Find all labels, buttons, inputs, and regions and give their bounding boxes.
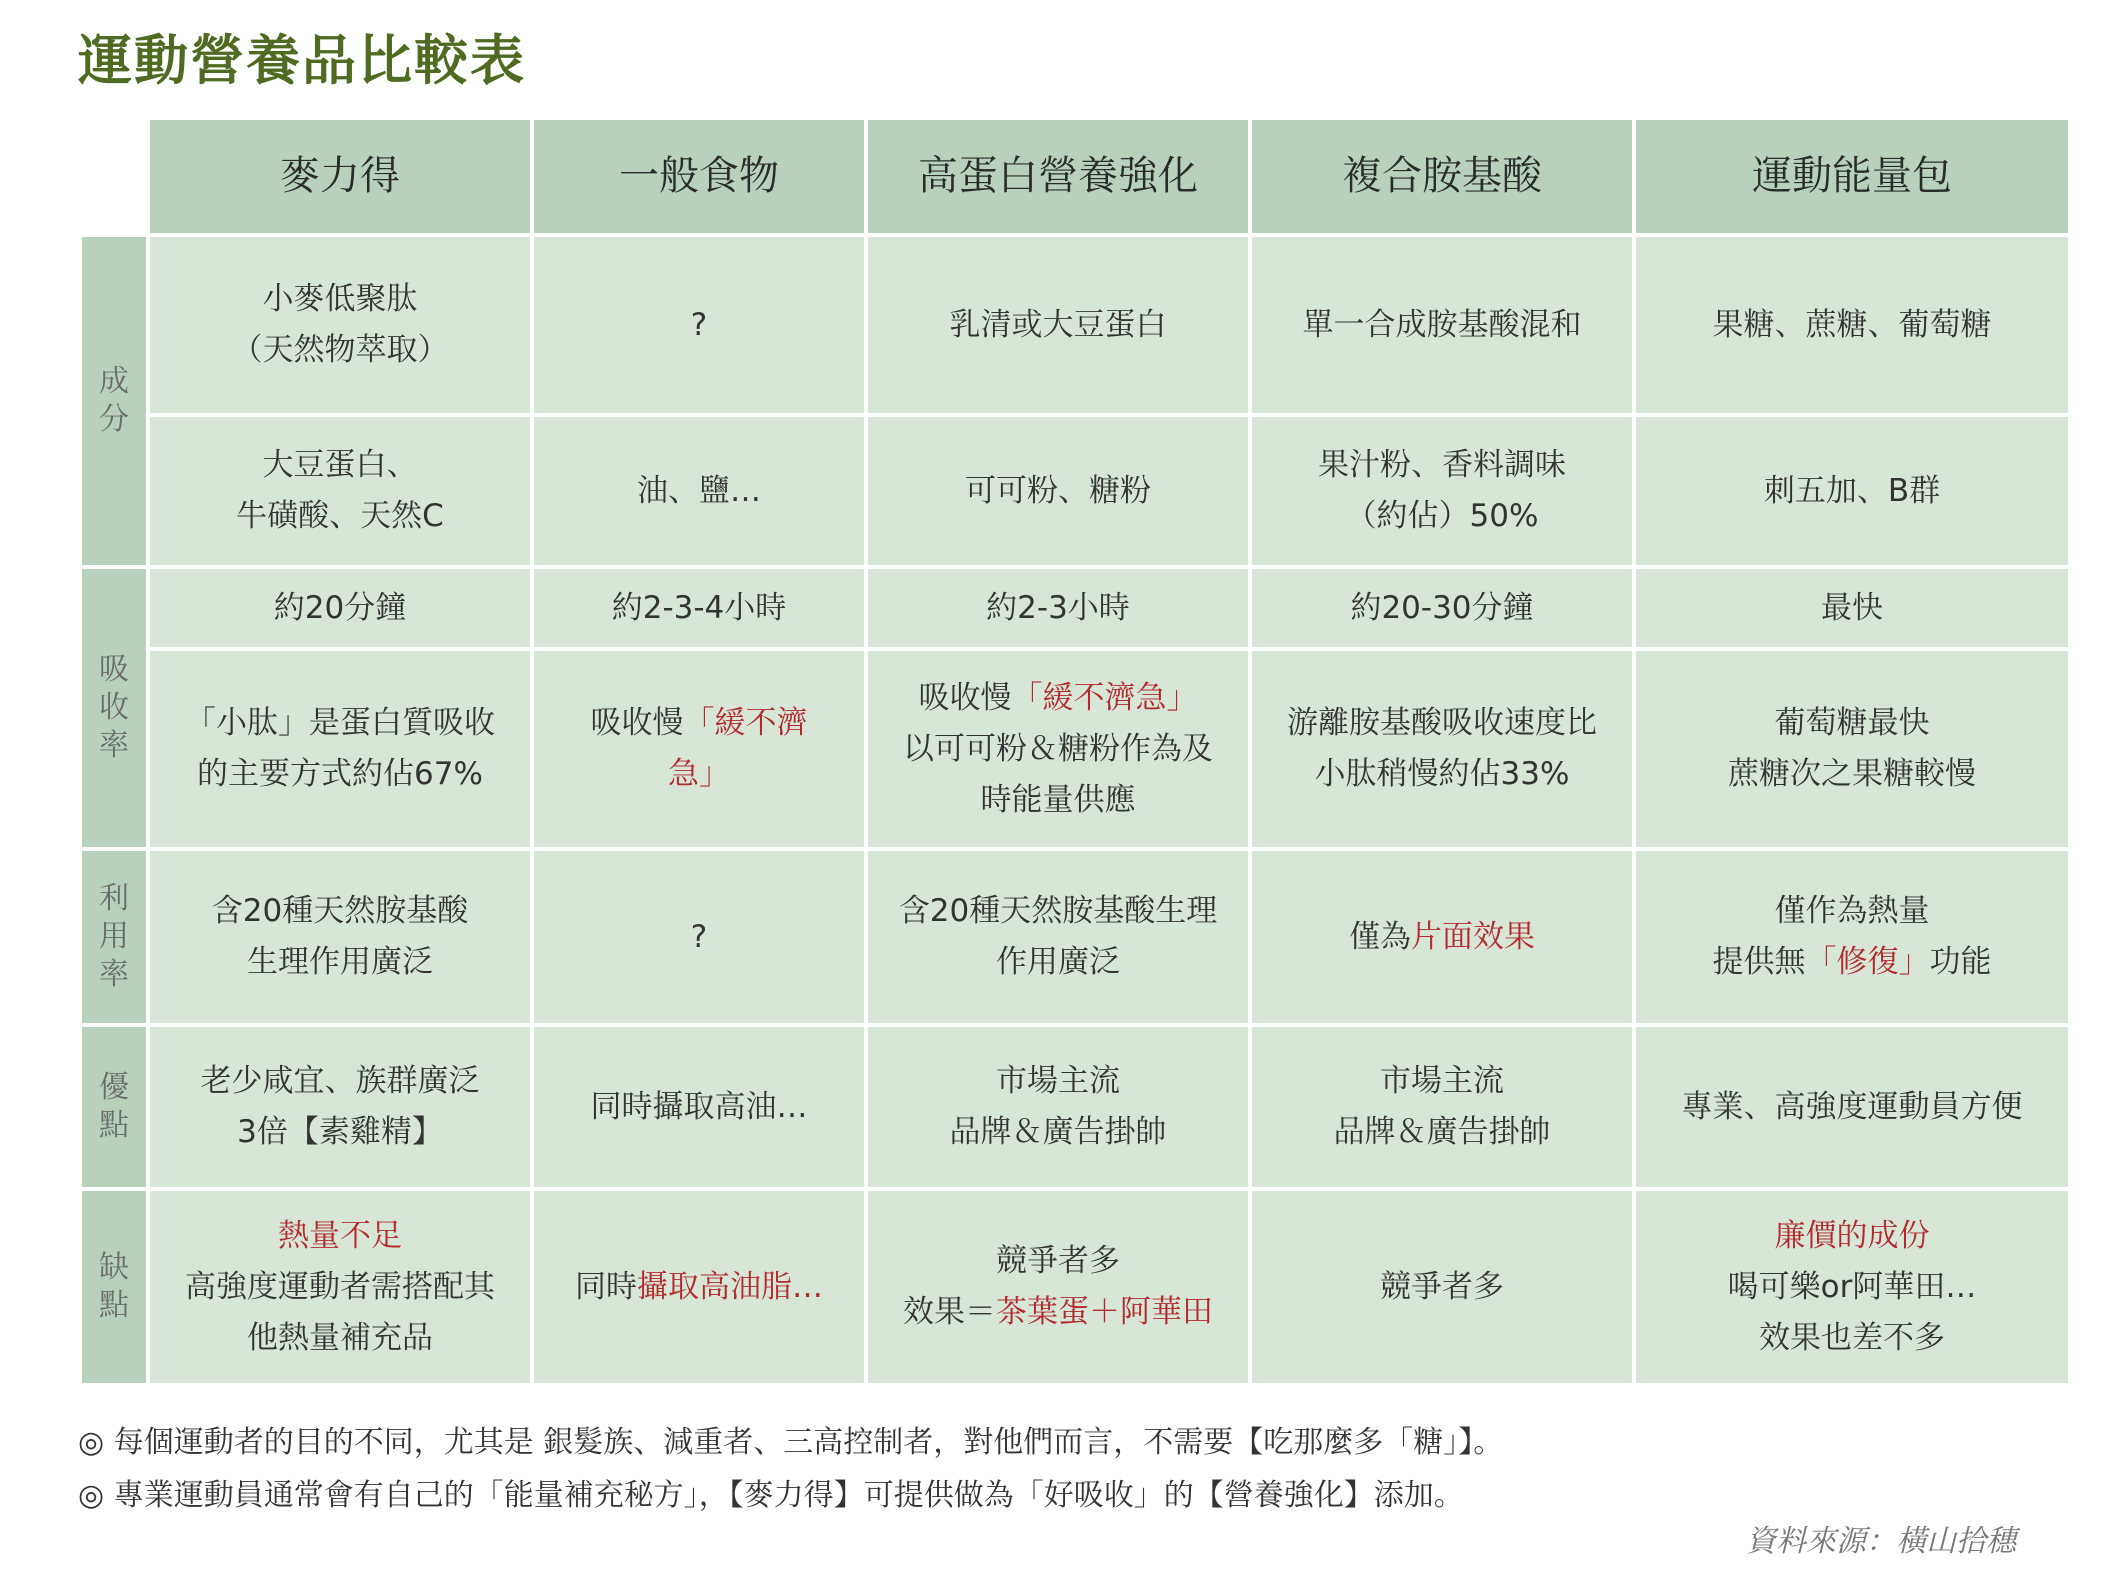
table-cell: 小麥低聚肽 （天然物萃取） xyxy=(150,237,530,413)
column-header: 一般食物 xyxy=(534,120,864,233)
source-credit: 資料來源：橫山拾穗 xyxy=(1746,1524,2016,1559)
footnote: ◎ 專業運動員通常會有自己的「能量補充秘方」，【麥力得】可提供做為「好吸收」的【營養強化】添加。 xyxy=(78,1478,1464,1513)
table-cell: 游離胺基酸吸收速度比 小肽稍慢約佔33% xyxy=(1252,651,1632,847)
table-cell: 吸收慢「緩不濟 急」 xyxy=(534,651,864,847)
table-cell: 吸收慢「緩不濟急」 以可可粉＆糖粉作為及 時能量供應 xyxy=(868,651,1248,847)
table-row xyxy=(82,569,2068,647)
table-cell: 最快 xyxy=(1636,569,2068,647)
table-cell: 同時攝取高油… xyxy=(534,1027,864,1187)
table-cell: ? xyxy=(534,237,864,413)
table-cell: 約2-3小時 xyxy=(868,569,1248,647)
table-cell: 約20分鐘 xyxy=(150,569,530,647)
category-absorption: 吸 收 率 xyxy=(82,569,146,847)
column-header: 麥力得 xyxy=(150,120,530,233)
category-cons: 缺 點 xyxy=(82,1191,146,1383)
table-cell: 同時攝取高油脂… xyxy=(534,1191,864,1383)
header-row xyxy=(82,120,2068,233)
category-utilization: 利 用 率 xyxy=(82,851,146,1023)
footnotes xyxy=(78,1416,1503,1522)
corner-cell xyxy=(82,120,146,233)
table-cell: 大豆蛋白、 牛磺酸、天然C xyxy=(150,417,530,565)
table-row xyxy=(82,237,2068,413)
page-title: 運動營養品比較表 xyxy=(78,28,526,92)
table-cell: ? xyxy=(534,851,864,1023)
column-header: 複合胺基酸 xyxy=(1252,120,1632,233)
footnote: ◎ 每個運動者的目的不同，尤其是 銀髮族、減重者、三高控制者，對他們而言，不需要【吃那麼多「糖」】。 xyxy=(78,1425,1504,1460)
table-cell: 「小肽」是蛋白質吸收 的主要方式約佔67% xyxy=(150,651,530,847)
table-cell: 專業、高強度運動員方便 xyxy=(1636,1027,2068,1187)
category-ingredients: 成 分 xyxy=(82,237,146,565)
table-row xyxy=(82,1191,2068,1383)
table-cell: 油、鹽… xyxy=(534,417,864,565)
table-cell: 僅為片面效果 xyxy=(1252,851,1632,1023)
table-cell: 約2-3-4小時 xyxy=(534,569,864,647)
table-cell: 刺五加、B群 xyxy=(1636,417,2068,565)
table-row xyxy=(82,851,2068,1023)
table-cell: 乳清或大豆蛋白 xyxy=(868,237,1248,413)
table-cell: 葡萄糖最快 蔗糖次之果糖較慢 xyxy=(1636,651,2068,847)
table-cell: 市場主流 品牌＆廣告掛帥 xyxy=(1252,1027,1632,1187)
table-cell: 果汁粉、香料調味 （約佔）50% xyxy=(1252,417,1632,565)
table-cell: 可可粉、糖粉 xyxy=(868,417,1248,565)
column-header: 運動能量包 xyxy=(1636,120,2068,233)
table-cell: 廉價的成份 喝可樂or阿華田… 效果也差不多 xyxy=(1636,1191,2068,1383)
table-row xyxy=(82,651,2068,847)
table-cell: 市場主流 品牌＆廣告掛帥 xyxy=(868,1027,1248,1187)
table-cell: 含20種天然胺基酸生理 作用廣泛 xyxy=(868,851,1248,1023)
table-cell: 單一合成胺基酸混和 xyxy=(1252,237,1632,413)
table-cell: 約20-30分鐘 xyxy=(1252,569,1632,647)
table-cell: 老少咸宜、族群廣泛 3倍【素雞精】 xyxy=(150,1027,530,1187)
column-header: 高蛋白營養強化 xyxy=(868,120,1248,233)
table-row xyxy=(82,417,2068,565)
table-cell: 競爭者多 效果＝茶葉蛋＋阿華田 xyxy=(868,1191,1248,1383)
table-cell: 競爭者多 xyxy=(1252,1191,1632,1383)
category-pros: 優 點 xyxy=(82,1027,146,1187)
table-cell: 含20種天然胺基酸 生理作用廣泛 xyxy=(150,851,530,1023)
table-row xyxy=(82,1027,2068,1187)
table-cell: 僅作為熱量 提供無「修復」功能 xyxy=(1636,851,2068,1023)
table-cell: 果糖、蔗糖、葡萄糖 xyxy=(1636,237,2068,413)
table-cell: 熱量不足 高強度運動者需搭配其 他熱量補充品 xyxy=(150,1191,530,1383)
comparison-table xyxy=(78,116,2072,1387)
